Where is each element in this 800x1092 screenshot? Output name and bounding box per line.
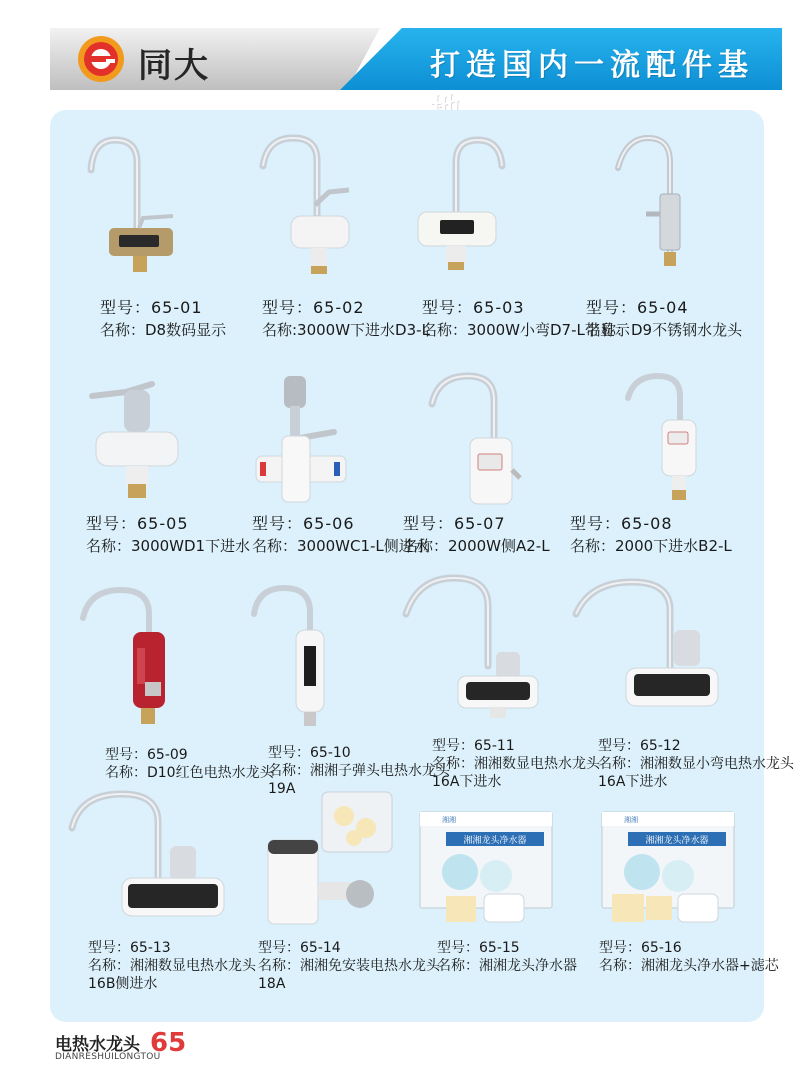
- tall-small-faucet-image: [620, 372, 710, 507]
- steel-faucet-image: [608, 128, 708, 278]
- product-model: 型号：65-11: [432, 738, 515, 754]
- red-faucet-image: [75, 584, 175, 734]
- product-model: 型号：65-07: [403, 514, 506, 533]
- footer-title: 电热水龙头: [55, 1035, 140, 1055]
- box-brand-text: 湘湘: [624, 816, 638, 824]
- header-slogan: 打造国内一流配件基: [430, 48, 754, 83]
- digital-bottom-faucet-image: [396, 570, 546, 720]
- product-model: 型号：65-14: [258, 940, 341, 956]
- product-name: 名称：湘湘免安装电热水龙头: [258, 958, 440, 974]
- brand-logo-icon: [76, 34, 126, 84]
- product-name-line2: 16B侧进水: [88, 976, 158, 992]
- white-bottom-faucet-image: [245, 130, 355, 280]
- short-side-faucet-image: [250, 372, 350, 512]
- digital-side-faucet-image: [66, 786, 236, 926]
- box-title-text: 湘湘龙头净水器: [645, 836, 709, 846]
- brand-name: 同大: [138, 46, 210, 86]
- product-name: 名称：3000WC1-L侧进水: [252, 537, 429, 555]
- footer-pinyin: DIANRESHUILONGTOU: [55, 1052, 161, 1062]
- product-name: 名称：2000下进水B2-L: [570, 537, 732, 555]
- product-name: 名称:3000W下进水D3-L: [262, 321, 430, 339]
- product-name: 名称：3000W小弯D7-L带显示: [422, 321, 630, 339]
- tall-white-faucet-image: [424, 370, 524, 510]
- page-number: 65: [150, 1028, 187, 1058]
- product-model: 型号：65-12: [598, 738, 681, 754]
- product-name-line2: 16A下进水: [598, 774, 668, 790]
- gold-display-faucet-image: [75, 132, 185, 282]
- page-header: [50, 28, 782, 90]
- product-model: 型号：65-10: [268, 745, 351, 761]
- product-name: 名称：湘湘龙头净水器: [437, 958, 577, 974]
- noinstall-faucet-image: [262, 790, 402, 930]
- product-model: 型号：65-04: [586, 298, 689, 317]
- product-name: 名称：D9不锈钢水龙头: [586, 321, 743, 339]
- box-brand-text: 湘湘: [442, 816, 456, 824]
- product-name-line2: 18A: [258, 976, 286, 992]
- product-model: 型号：65-15: [437, 940, 520, 956]
- product-model: 型号：65-01: [100, 298, 203, 317]
- product-model: 型号：65-16: [599, 940, 682, 956]
- box-title-text: 湘湘龙头净水器: [463, 836, 527, 846]
- product-model: 型号：65-09: [105, 747, 188, 763]
- product-name: 名称：湘湘子弹头电热水龙头: [268, 763, 450, 779]
- white-display-faucet-image: [412, 132, 522, 282]
- product-name: 名称：D8数码显示: [100, 321, 227, 339]
- digital-small-faucet-image: [566, 574, 726, 714]
- short-white-faucet-image: [86, 376, 186, 506]
- purifier-filter-box-image: [598, 810, 738, 930]
- product-model: 型号：65-06: [252, 514, 355, 533]
- product-name: 名称：湘湘数显电热水龙头: [432, 756, 600, 772]
- product-name: 名称：湘湘数显电热水龙头: [88, 958, 256, 974]
- product-name: 名称：湘湘龙头净水器+滤芯: [599, 958, 779, 974]
- product-name: 名称：3000WD1下进水: [86, 537, 251, 555]
- product-name: 名称：D10红色电热水龙头: [105, 765, 274, 781]
- product-name-line2: 19A: [268, 781, 296, 797]
- product-name: 名称：湘湘数显小弯电热水龙头: [598, 756, 794, 772]
- bullet-faucet-image: [248, 582, 338, 732]
- product-model: 型号：65-13: [88, 940, 171, 956]
- product-name: 名称：2000W侧A2-L: [403, 537, 550, 555]
- purifier-box-image: [416, 810, 556, 930]
- product-model: 型号：65-08: [570, 514, 673, 533]
- product-name-line2: 16A下进水: [432, 774, 502, 790]
- product-model: 型号：65-05: [86, 514, 189, 533]
- product-model: 型号：65-02: [262, 298, 365, 317]
- product-model: 型号：65-03: [422, 298, 525, 317]
